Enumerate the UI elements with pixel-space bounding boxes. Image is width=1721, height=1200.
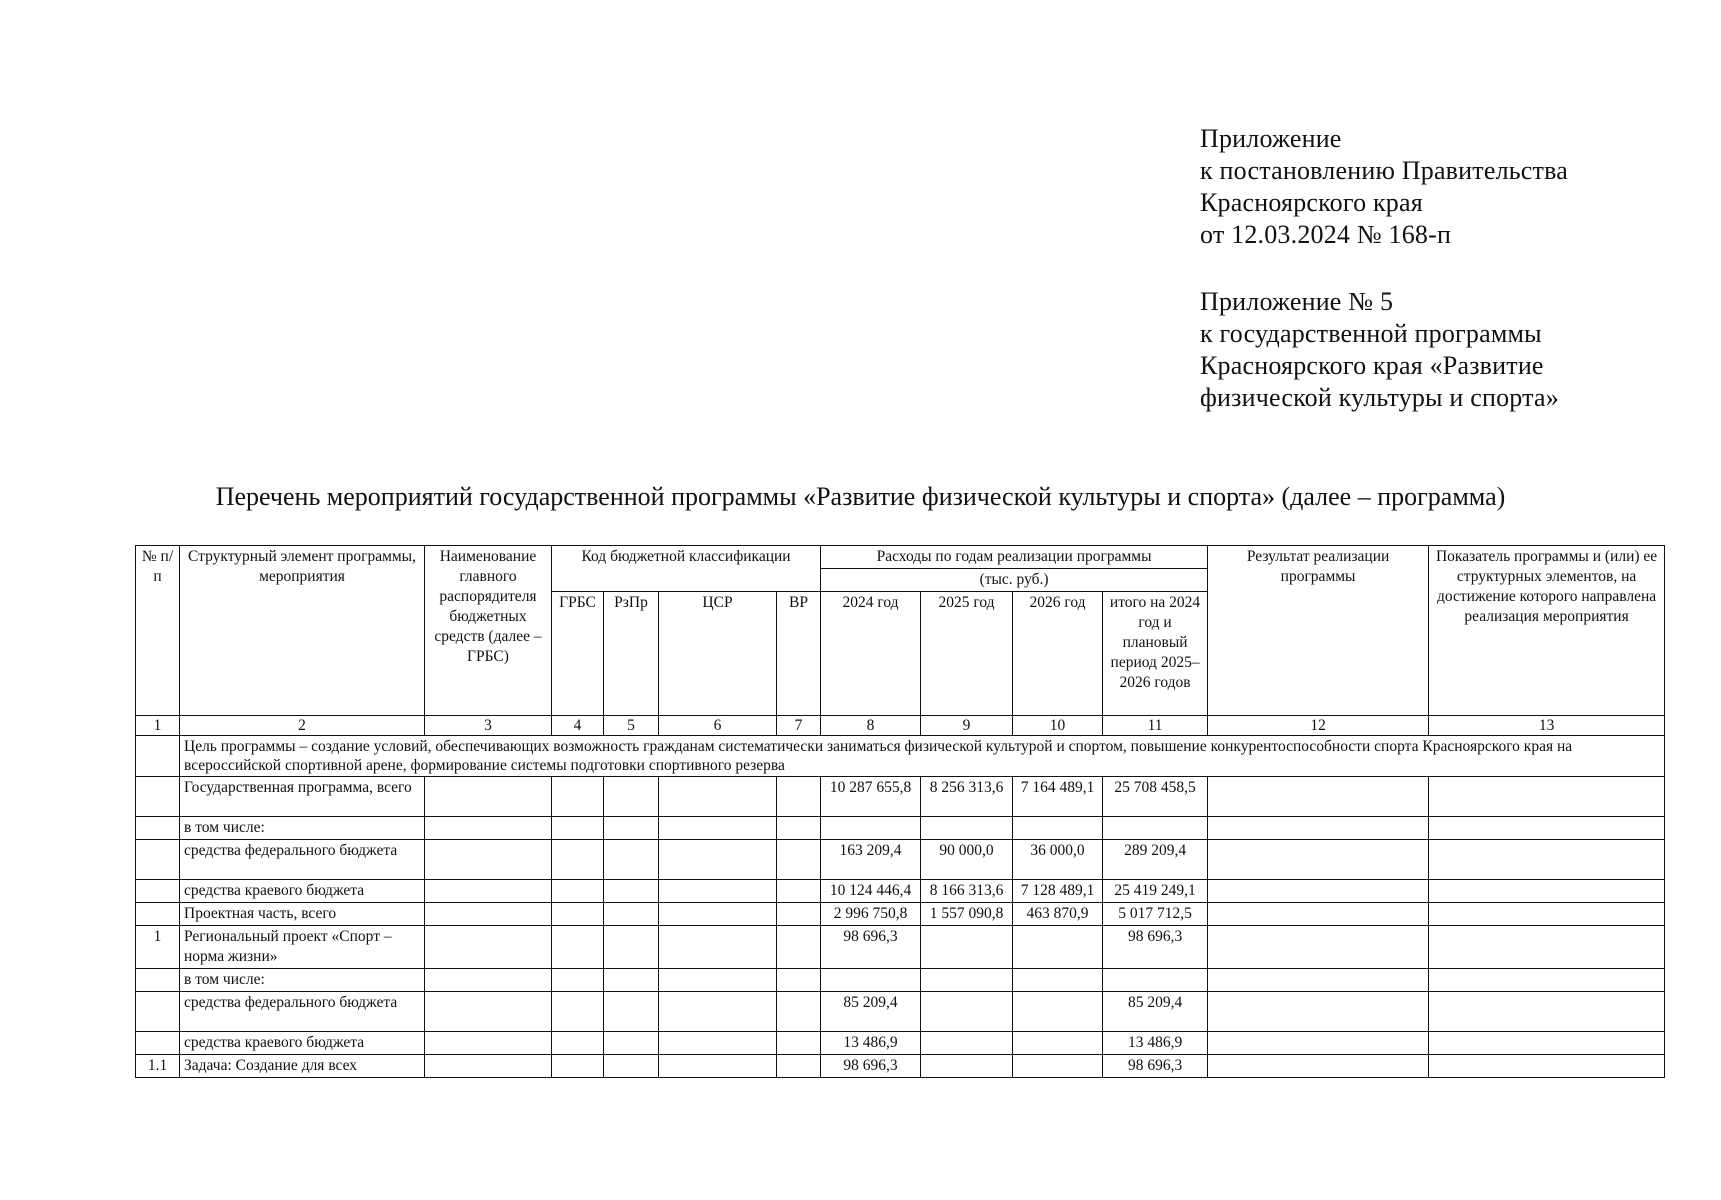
- header-total: итого на 2024 год и плановый период 2025–2026 годов: [1103, 592, 1208, 716]
- grbs-name-cell: [425, 817, 552, 840]
- table-row: [136, 926, 1665, 969]
- result-cell: [1208, 992, 1429, 1032]
- grbs-cell: [552, 969, 604, 992]
- document-title: Перечень мероприятий государственной программы «Развитие физической культуры и спорта» (далее – программа): [215, 482, 1506, 511]
- value-total: 25 419 249,1: [1103, 880, 1208, 903]
- csr-cell: [659, 817, 777, 840]
- column-number: 11: [1103, 716, 1208, 736]
- value-2026: [1013, 817, 1103, 840]
- result-cell: [1208, 969, 1429, 992]
- value-total: 13 486,9: [1103, 1032, 1208, 1055]
- value-2026: 7 164 489,1: [1013, 777, 1103, 817]
- column-number: 5: [604, 716, 659, 736]
- vr-cell: [777, 817, 821, 840]
- value-2024: 13 486,9: [821, 1032, 921, 1055]
- grbs-cell: [552, 1055, 604, 1078]
- table-row: [136, 1055, 1665, 1078]
- result-cell: [1208, 926, 1429, 969]
- row-name: Государственная программа, всего: [180, 777, 425, 817]
- value-2024: 85 209,4: [821, 992, 921, 1032]
- vr-cell: [777, 777, 821, 817]
- program-appendix-block: [1200, 286, 1700, 414]
- value-2026: [1013, 926, 1103, 969]
- csr-cell: [659, 992, 777, 1032]
- row-name: в том числе:: [180, 969, 425, 992]
- column-number: 4: [552, 716, 604, 736]
- result-cell: [1208, 840, 1429, 880]
- indicator-cell: [1429, 903, 1665, 926]
- csr-cell: [659, 926, 777, 969]
- column-number: 3: [425, 716, 552, 736]
- csr-cell: [659, 777, 777, 817]
- goal-no-cell: [136, 736, 180, 777]
- vr-cell: [777, 1032, 821, 1055]
- appendix-line: Приложение: [1200, 124, 1342, 153]
- value-2025: [921, 1032, 1013, 1055]
- grbs-cell: [552, 992, 604, 1032]
- row-number: [136, 880, 180, 903]
- column-number: 12: [1208, 716, 1429, 736]
- header-2026: 2026 год: [1013, 592, 1103, 716]
- value-2026: 36 000,0: [1013, 840, 1103, 880]
- csr-cell: [659, 1055, 777, 1078]
- row-number: 1.1: [136, 1055, 180, 1078]
- value-2025: [921, 992, 1013, 1032]
- indicator-cell: [1429, 880, 1665, 903]
- table-row: [136, 903, 1665, 926]
- header-rzpr: РзПр: [604, 592, 659, 716]
- rzpr-cell: [604, 903, 659, 926]
- result-cell: [1208, 1055, 1429, 1078]
- grbs-cell: [552, 817, 604, 840]
- appendix-line: Красноярского края «Развитие: [1200, 351, 1544, 380]
- grbs-name-cell: [425, 926, 552, 969]
- row-name: средства краевого бюджета: [180, 880, 425, 903]
- csr-cell: [659, 1032, 777, 1055]
- indicator-cell: [1429, 777, 1665, 817]
- row-number: [136, 903, 180, 926]
- grbs-cell: [552, 926, 604, 969]
- value-total: 25 708 458,5: [1103, 777, 1208, 817]
- indicator-cell: [1429, 969, 1665, 992]
- result-cell: [1208, 817, 1429, 840]
- table-row: [136, 777, 1665, 817]
- grbs-cell: [552, 777, 604, 817]
- row-number: [136, 969, 180, 992]
- table-row: [136, 992, 1665, 1032]
- row-number: [136, 992, 180, 1032]
- csr-cell: [659, 880, 777, 903]
- row-number: [136, 1032, 180, 1055]
- indicator-cell: [1429, 1055, 1665, 1078]
- vr-cell: [777, 840, 821, 880]
- appendix-line: Приложение № 5: [1200, 287, 1394, 316]
- value-total: [1103, 969, 1208, 992]
- value-2025: 90 000,0: [921, 840, 1013, 880]
- value-2025: [921, 817, 1013, 840]
- csr-cell: [659, 903, 777, 926]
- appendix-line: физической культуры и спорта»: [1200, 383, 1559, 412]
- value-2024: 98 696,3: [821, 1055, 921, 1078]
- appendix-line: к государственной программы: [1200, 319, 1542, 348]
- header-unit: (тыс. руб.): [821, 569, 1208, 592]
- grbs-name-cell: [425, 840, 552, 880]
- indicator-cell: [1429, 1032, 1665, 1055]
- grbs-name-cell: [425, 992, 552, 1032]
- rzpr-cell: [604, 1055, 659, 1078]
- value-total: [1103, 817, 1208, 840]
- table-row: [136, 840, 1665, 880]
- header-kbk: Код бюджетной классификации: [552, 546, 821, 592]
- value-2025: 1 557 090,8: [921, 903, 1013, 926]
- value-2026: [1013, 1032, 1103, 1055]
- row-name: средства федерального бюджета: [180, 992, 425, 1032]
- grbs-cell: [552, 1032, 604, 1055]
- appendix-reference-block: [1200, 123, 1700, 251]
- value-2024: 98 696,3: [821, 926, 921, 969]
- grbs-name-cell: [425, 903, 552, 926]
- value-total: 98 696,3: [1103, 1055, 1208, 1078]
- row-name: средства федерального бюджета: [180, 840, 425, 880]
- column-number: 7: [777, 716, 821, 736]
- column-number: 9: [921, 716, 1013, 736]
- value-2026: 7 128 489,1: [1013, 880, 1103, 903]
- value-2024: 10 287 655,8: [821, 777, 921, 817]
- row-name: Проектная часть, всего: [180, 903, 425, 926]
- value-total: 5 017 712,5: [1103, 903, 1208, 926]
- value-total: 85 209,4: [1103, 992, 1208, 1032]
- column-number-row: [136, 716, 1665, 736]
- indicator-cell: [1429, 817, 1665, 840]
- indicator-cell: [1429, 840, 1665, 880]
- header-2025: 2025 год: [921, 592, 1013, 716]
- row-number: 1: [136, 926, 180, 969]
- header-expenses: Расходы по годам реализации программы: [821, 546, 1208, 569]
- value-total: 289 209,4: [1103, 840, 1208, 880]
- vr-cell: [777, 926, 821, 969]
- header-grbs: ГРБС: [552, 592, 604, 716]
- column-number: 13: [1429, 716, 1665, 736]
- row-name: Региональный проект «Спорт – норма жизни»: [180, 926, 425, 969]
- header-indicator: Показатель программы и (или) ее структурных элементов, на достижение которого направлена реализация мероприятия: [1429, 546, 1665, 716]
- grbs-cell: [552, 903, 604, 926]
- value-total: 98 696,3: [1103, 926, 1208, 969]
- table-row: [136, 880, 1665, 903]
- program-goal: Цель программы – создание условий, обеспечивающих возможность гражданам систематически заниматься физической культурой и спортом, повышение конкурентоспособности спорта Красноярского края на всероссийской спортивной арене, формирование системы подготовки спортивного резерва: [180, 736, 1665, 777]
- grbs-name-cell: [425, 1032, 552, 1055]
- rzpr-cell: [604, 777, 659, 817]
- header-grbs-name: Наименование главного распорядителя бюджетных средств (далее – ГРБС): [425, 546, 552, 716]
- row-name: Задача: Создание для всех: [180, 1055, 425, 1078]
- grbs-name-cell: [425, 777, 552, 817]
- value-2025: [921, 926, 1013, 969]
- value-2024: 163 209,4: [821, 840, 921, 880]
- column-number: 10: [1013, 716, 1103, 736]
- vr-cell: [777, 903, 821, 926]
- grbs-cell: [552, 880, 604, 903]
- goal-row: [136, 736, 1665, 777]
- vr-cell: [777, 969, 821, 992]
- column-number: 6: [659, 716, 777, 736]
- rzpr-cell: [604, 926, 659, 969]
- table-row: [136, 969, 1665, 992]
- header-2024: 2024 год: [821, 592, 921, 716]
- header-element: Структурный элемент программы, мероприятия: [180, 546, 425, 716]
- row-number: [136, 840, 180, 880]
- header-vr: ВР: [777, 592, 821, 716]
- rzpr-cell: [604, 992, 659, 1032]
- rzpr-cell: [604, 817, 659, 840]
- result-cell: [1208, 1032, 1429, 1055]
- header-no: № п/п: [136, 546, 180, 716]
- appendix-line: к постановлению Правительства: [1200, 156, 1568, 185]
- rzpr-cell: [604, 880, 659, 903]
- indicator-cell: [1429, 992, 1665, 1032]
- grbs-name-cell: [425, 1055, 552, 1078]
- rzpr-cell: [604, 969, 659, 992]
- value-2025: [921, 1055, 1013, 1078]
- grbs-name-cell: [425, 880, 552, 903]
- table-body: [136, 777, 1665, 1078]
- row-number: [136, 777, 180, 817]
- result-cell: [1208, 880, 1429, 903]
- value-2026: [1013, 969, 1103, 992]
- column-number: 8: [821, 716, 921, 736]
- rzpr-cell: [604, 840, 659, 880]
- csr-cell: [659, 840, 777, 880]
- csr-cell: [659, 969, 777, 992]
- grbs-cell: [552, 840, 604, 880]
- value-2025: 8 256 313,6: [921, 777, 1013, 817]
- vr-cell: [777, 992, 821, 1032]
- value-2026: [1013, 992, 1103, 1032]
- header-csr: ЦСР: [659, 592, 777, 716]
- activities-table: [135, 545, 1665, 1078]
- vr-cell: [777, 880, 821, 903]
- table-row: [136, 1032, 1665, 1055]
- value-2025: [921, 969, 1013, 992]
- table-row: [136, 817, 1665, 840]
- value-2025: 8 166 313,6: [921, 880, 1013, 903]
- result-cell: [1208, 777, 1429, 817]
- value-2026: 463 870,9: [1013, 903, 1103, 926]
- result-cell: [1208, 903, 1429, 926]
- value-2024: [821, 817, 921, 840]
- value-2026: [1013, 1055, 1103, 1078]
- row-name: в том числе:: [180, 817, 425, 840]
- header-result: Результат реализации программы: [1208, 546, 1429, 716]
- appendix-line: Красноярского края: [1200, 188, 1423, 217]
- appendix-line: от 12.03.2024 № 168-п: [1200, 220, 1452, 249]
- column-number: 1: [136, 716, 180, 736]
- value-2024: 2 996 750,8: [821, 903, 921, 926]
- column-number: 2: [180, 716, 425, 736]
- vr-cell: [777, 1055, 821, 1078]
- value-2024: 10 124 446,4: [821, 880, 921, 903]
- rzpr-cell: [604, 1032, 659, 1055]
- value-2024: [821, 969, 921, 992]
- indicator-cell: [1429, 926, 1665, 969]
- grbs-name-cell: [425, 969, 552, 992]
- row-name: средства краевого бюджета: [180, 1032, 425, 1055]
- row-number: [136, 817, 180, 840]
